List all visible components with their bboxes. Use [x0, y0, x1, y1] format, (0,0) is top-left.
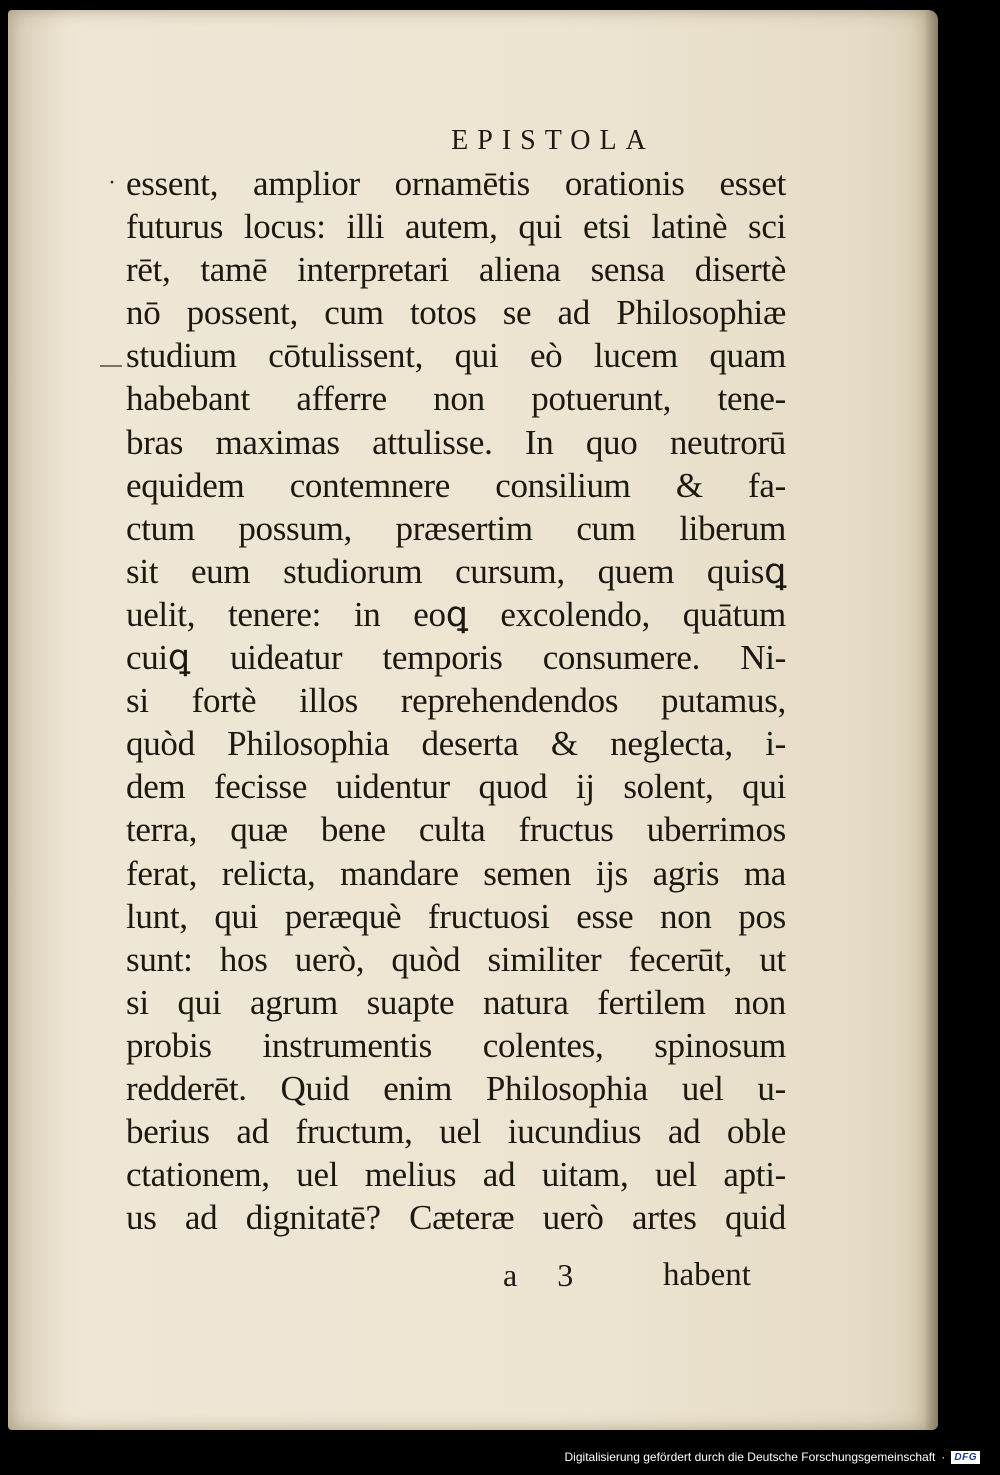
text-line: ctum possum, præsertim cum liberum: [126, 508, 786, 548]
book-page: [8, 10, 938, 1430]
running-head: EPISTOLA: [451, 125, 655, 156]
text-line: nō possent, cum totos se ad Philosophiæ: [126, 293, 786, 333]
text-line: lunt, qui peræquè fructuosi esse non pos: [126, 896, 786, 936]
text-line: quòd Philosophia deserta & neglecta, i-: [126, 724, 786, 764]
credit-separator: ·: [941, 1450, 946, 1464]
gutter-shadow: [8, 10, 68, 1430]
text-line: redderēt. Quid enim Philosophia uel u-: [126, 1068, 786, 1108]
text-line: uelit, tenere: in eoꝗ excolendo, quātum: [126, 594, 786, 634]
margin-mark-left: ·: [108, 170, 116, 196]
text-line: dem fecisse uidentur quod ij solent, qui: [126, 767, 786, 807]
text-line: terra, quæ bene culta fructus uberrimos: [126, 810, 786, 850]
text-line: sunt: hos uerò, quòd similiter fecerūt, ut: [126, 939, 786, 979]
text-line: cuiꝗ uideatur temporis consumere. Ni-: [126, 638, 786, 678]
text-line: futurus locus: illi autem, qui etsi latinè sci: [126, 207, 786, 247]
catchword: habent: [663, 1257, 751, 1293]
text-block: [126, 162, 786, 1239]
text-line: si qui agrum suapte natura fertilem non: [126, 982, 786, 1022]
digitization-credit: [565, 1447, 980, 1467]
signature-mark: a 3: [503, 1257, 590, 1293]
text-line: equidem contemnere consilium & fa-: [126, 465, 786, 505]
text-line: sit eum studiorum cursum, quem quisꝗ: [126, 551, 786, 591]
text-line: berius ad fructum, uel iucundius ad oble: [126, 1112, 786, 1152]
text-line: studium cōtulissent, qui eò lucem quam: [126, 336, 786, 376]
text-line: ctationem, uel melius ad uitam, uel apti-: [126, 1155, 786, 1195]
text-line: rēt, tamē interpretari aliena sensa disertè: [126, 250, 786, 290]
text-line: bras maximas attulisse. In quo neutrorū: [126, 422, 786, 462]
dfg-logo-icon: DFG: [951, 1451, 980, 1464]
margin-rule-left: [100, 365, 122, 367]
page-edge-shadow: [924, 10, 938, 1430]
text-line: probis instrumentis colentes, spinosum: [126, 1025, 786, 1065]
text-line: ferat, relicta, mandare semen ijs agris ma: [126, 853, 786, 893]
text-line: essent, amplior ornamētis orationis esset: [126, 164, 786, 203]
text-line: si fortè illos reprehendendos putamus,: [126, 681, 786, 721]
text-line: us ad dignitatē? Cæteræ uerò artes quid: [126, 1198, 786, 1238]
page-footer: [8, 1253, 938, 1297]
credit-text: Digitalisierung gefördert durch die Deutsche Forschungsgemeinschaft: [564, 1450, 936, 1464]
text-line: habebant afferre non potuerunt, tene-: [126, 379, 786, 419]
